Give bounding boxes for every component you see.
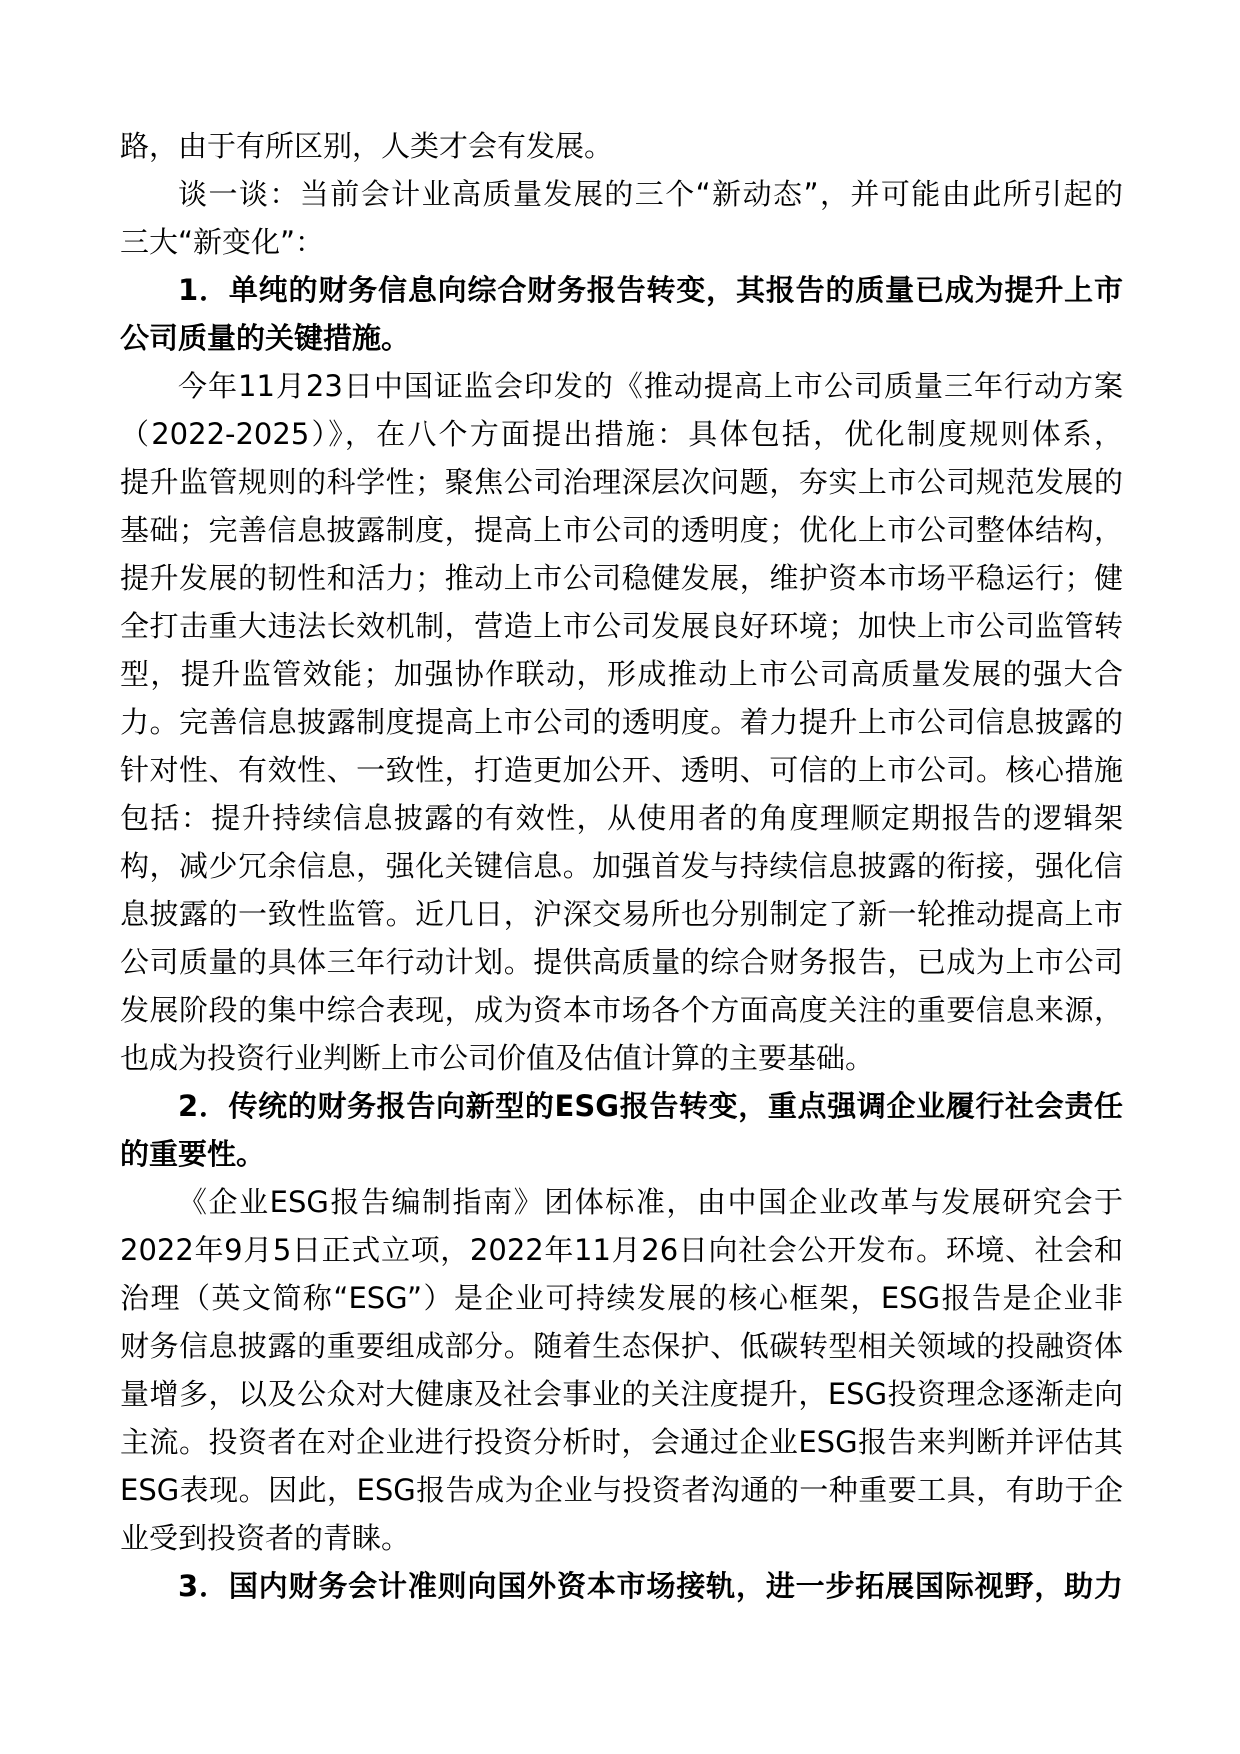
text-line: 2022年9月5日正式立项，2022年11月26日向社会公开发布。环境、社会和	[120, 1233, 1123, 1267]
text-line: 今年11月23日中国证监会印发的《推动提高上市公司质量三年行动方案	[178, 369, 1123, 403]
text-line: 公司质量的具体三年行动计划。提供高质量的综合财务报告，已成为上市公司	[120, 945, 1123, 979]
text-line: 全打击重大违法长效机制，营造上市公司发展良好环境；加快上市公司监管转	[120, 609, 1123, 643]
text-line: 财务信息披露的重要组成部分。随着生态保护、低碳转型相关领域的投融资体	[120, 1329, 1123, 1363]
text-line: 提升发展的韧性和活力；推动上市公司稳健发展，维护资本市场平稳运行；健	[120, 561, 1123, 595]
section-1	[120, 266, 1123, 1082]
text-line: 提升监管规则的科学性；聚焦公司治理深层次问题，夯实上市公司规范发展的	[120, 465, 1123, 499]
document-body	[120, 122, 1123, 1610]
section-body	[120, 362, 1123, 1082]
section-heading	[120, 1562, 1123, 1610]
text-line: 三大“新变化”：	[120, 225, 325, 259]
text-line: 息披露的一致性监管。近几日，沪深交易所也分别制定了新一轮推动提高上市	[120, 897, 1123, 931]
text-line: 路，由于有所区别，人类才会有发展。	[120, 129, 614, 163]
section-3	[120, 1562, 1123, 1610]
text-line: 力。完善信息披露制度提高上市公司的透明度。着力提升上市公司信息披露的	[120, 705, 1123, 739]
text-line: 也成为投资行业判断上市公司价值及估值计算的主要基础。	[120, 1041, 875, 1075]
text-line: 《企业ESG报告编制指南》团体标准，由中国企业改革与发展研究会于	[178, 1185, 1123, 1219]
section-heading	[120, 1082, 1123, 1178]
paragraph-prompt	[120, 170, 1123, 266]
section-2	[120, 1082, 1123, 1562]
section-body	[120, 1178, 1123, 1562]
heading-line: 1．单纯的财务信息向综合财务报告转变，其报告的质量已成为提升上市	[178, 273, 1123, 307]
text-line: 构，减少冗余信息，强化关键信息。加强首发与持续信息披露的衔接，强化信	[120, 849, 1123, 883]
text-line: 治理（英文简称“ESG”）是企业可持续发展的核心框架，ESG报告是企业非	[120, 1281, 1123, 1315]
heading-line: 公司质量的关键措施。	[120, 321, 411, 355]
heading-line: 2．传统的财务报告向新型的ESG报告转变，重点强调企业履行社会责任	[178, 1089, 1123, 1123]
section-heading	[120, 266, 1123, 362]
text-line: ESG表现。因此，ESG报告成为企业与投资者沟通的一种重要工具，有助于企	[120, 1473, 1123, 1507]
text-line: 谈一谈：当前会计业高质量发展的三个“新动态”，并可能由此所引起的	[178, 177, 1123, 211]
text-line: 型，提升监管效能；加强协作联动，形成推动上市公司高质量发展的强大合	[120, 657, 1123, 691]
text-line: 主流。投资者在对企业进行投资分析时，会通过企业ESG报告来判断并评估其	[120, 1425, 1123, 1459]
text-line: 业受到投资者的青睐。	[120, 1521, 411, 1555]
heading-line: 的重要性。	[120, 1137, 266, 1171]
text-line: 量增多，以及公众对大健康及社会事业的关注度提升，ESG投资理念逐渐走向	[120, 1377, 1123, 1411]
text-line: 包括：提升持续信息披露的有效性，从使用者的角度理顺定期报告的逻辑架	[120, 801, 1123, 835]
text-line: （2022-2025）》，在八个方面提出措施：具体包括，优化制度规则体系，	[120, 417, 1123, 451]
text-line: 发展阶段的集中综合表现，成为资本市场各个方面高度关注的重要信息来源，	[120, 993, 1123, 1027]
text-line: 基础；完善信息披露制度，提高上市公司的透明度；优化上市公司整体结构，	[120, 513, 1123, 547]
text-line: 针对性、有效性、一致性，打造更加公开、透明、可信的上市公司。核心措施	[120, 753, 1123, 787]
heading-line: 3．国内财务会计准则向国外资本市场接轨，进一步拓展国际视野，助力	[178, 1569, 1123, 1603]
paragraph-continued	[120, 122, 1123, 170]
